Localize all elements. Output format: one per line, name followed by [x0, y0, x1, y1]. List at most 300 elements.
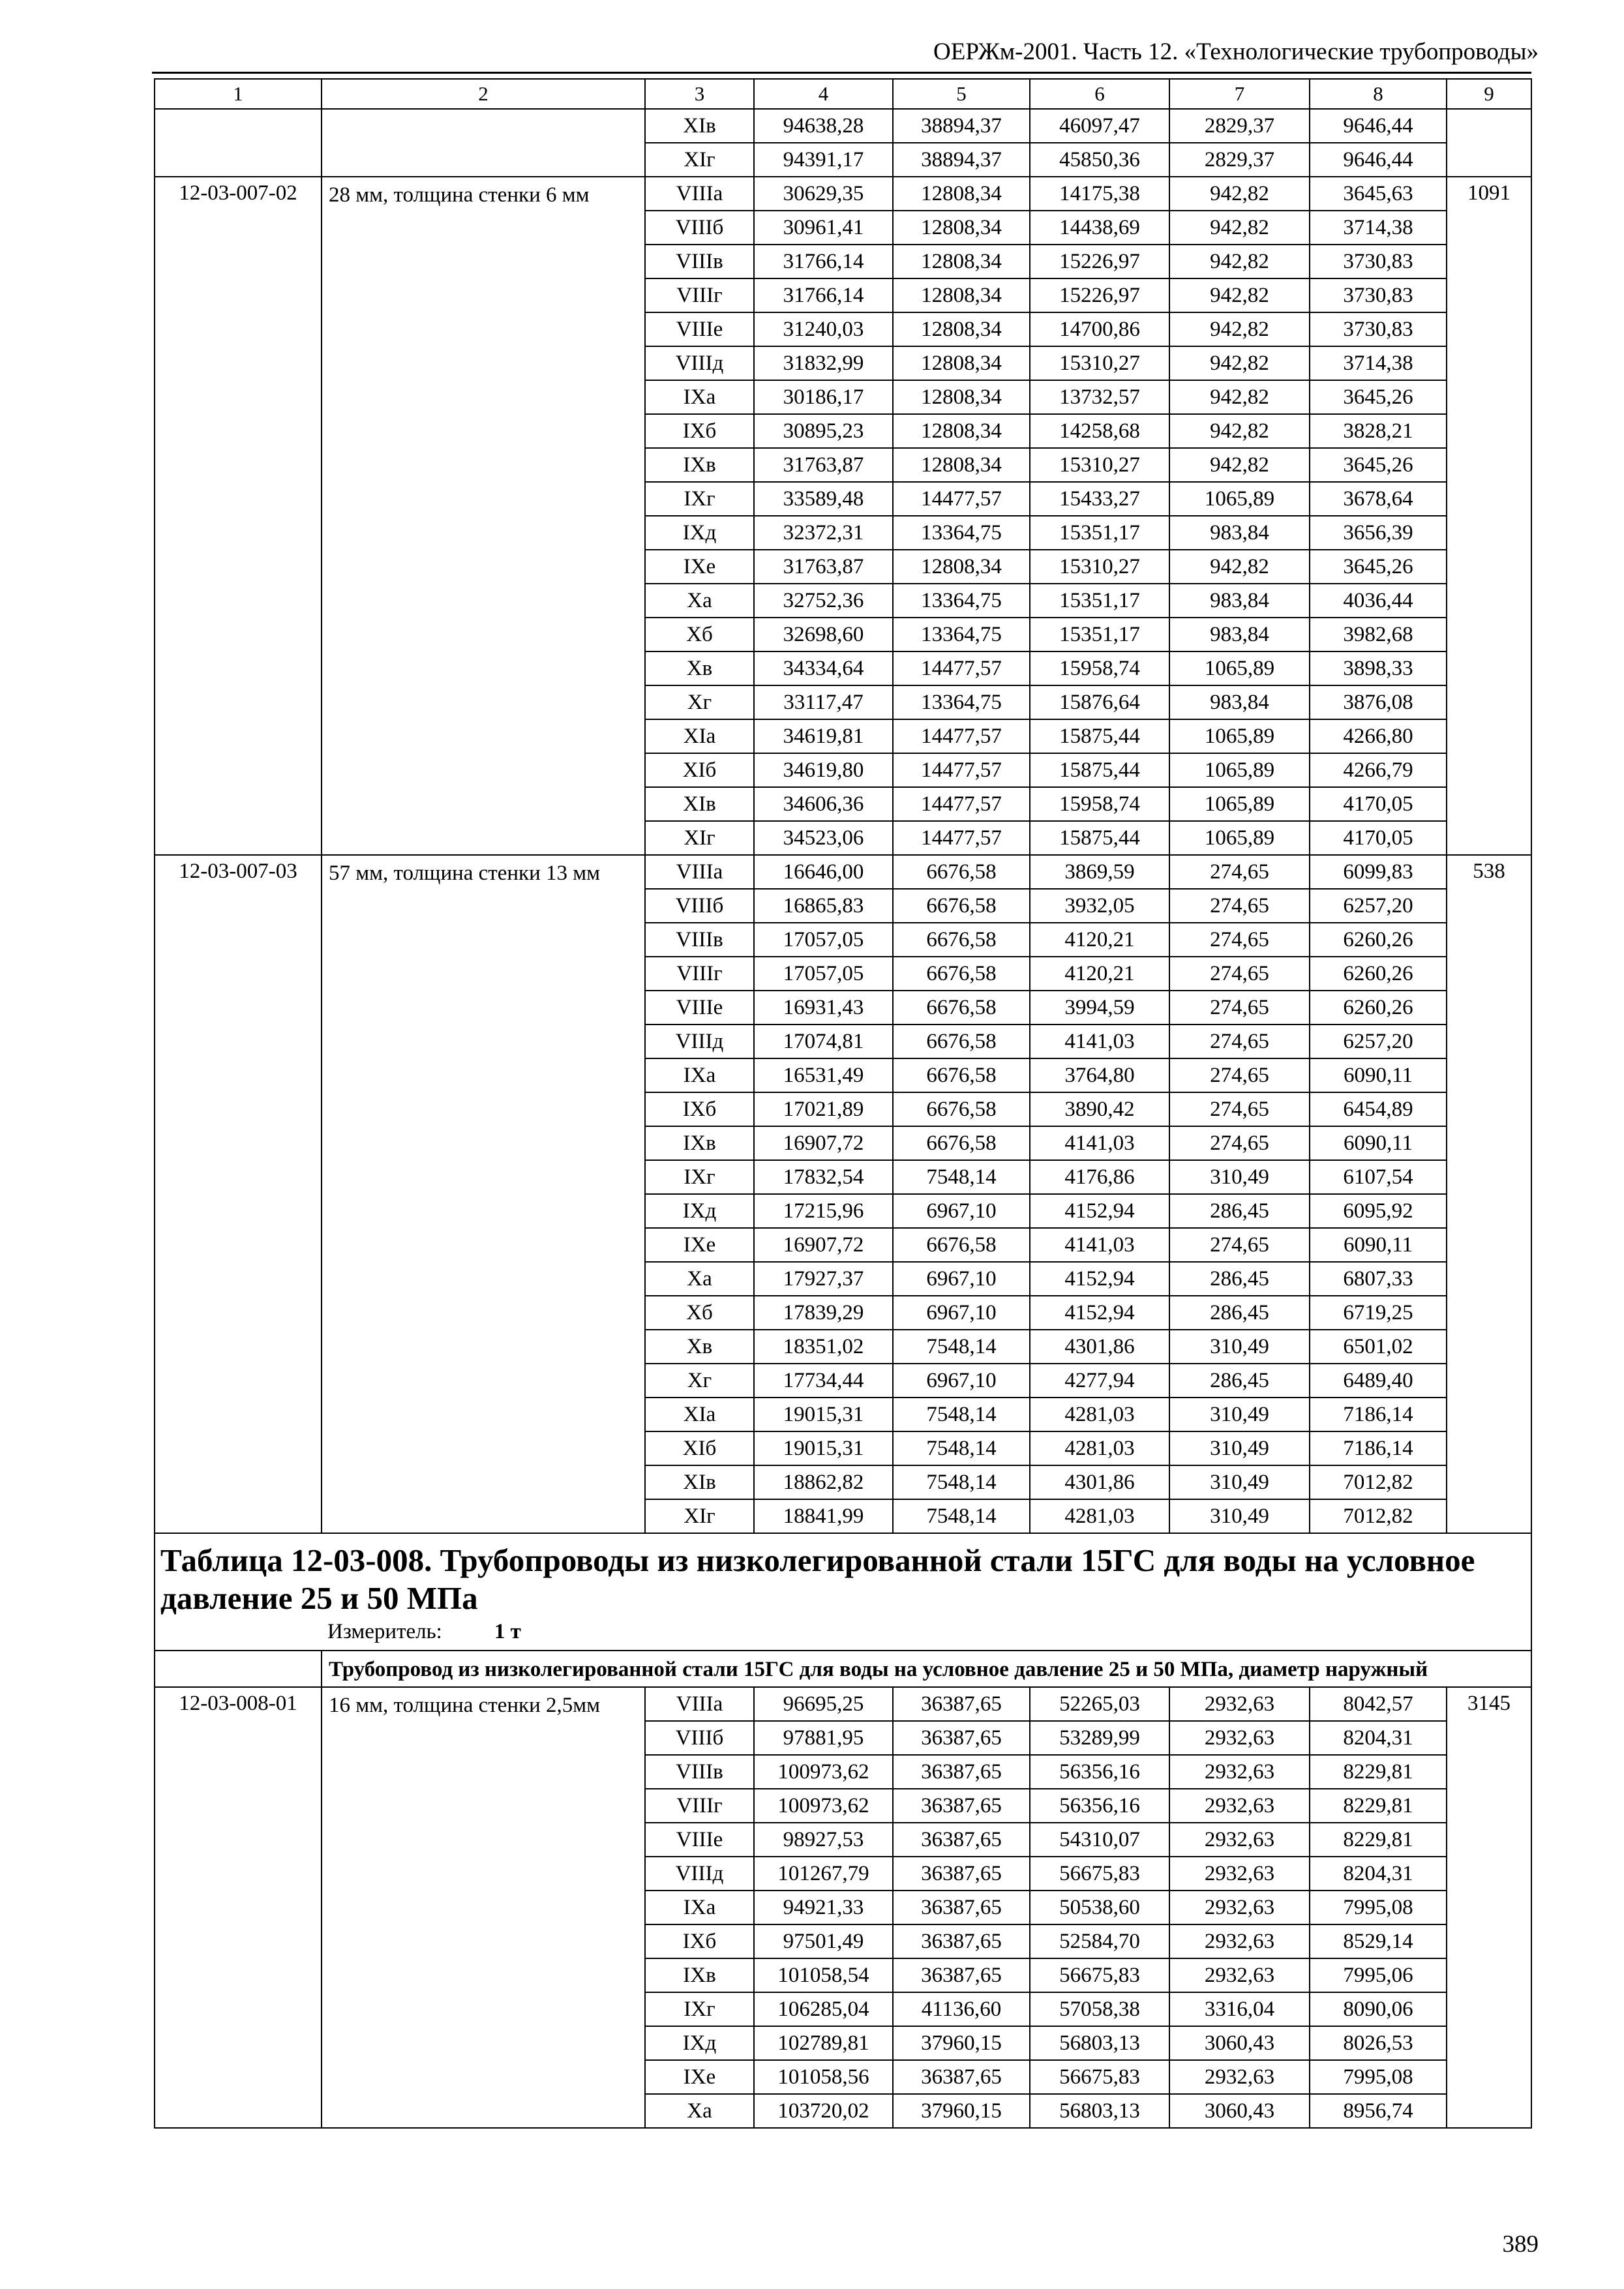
value-cell: 102789,81	[754, 2026, 893, 2060]
value-cell: 17927,37	[754, 1262, 893, 1296]
value-cell: 4152,94	[1030, 1194, 1169, 1228]
value-cell: 6454,89	[1310, 1092, 1447, 1126]
value-cell: 34523,06	[754, 821, 893, 855]
value-cell: 310,49	[1169, 1398, 1310, 1431]
value-cell: 983,84	[1169, 584, 1310, 618]
region-code-cell: IXе	[645, 2060, 754, 2094]
value-cell: 36387,65	[893, 1958, 1030, 1992]
value-cell: 1065,89	[1169, 821, 1310, 855]
region-code-cell: XIв	[645, 1465, 754, 1499]
region-code-cell: VIIIе	[645, 312, 754, 346]
description-cell	[322, 109, 645, 177]
value-cell: 12808,34	[893, 380, 1030, 414]
value-cell: 3714,38	[1310, 346, 1447, 380]
value-cell: 34619,80	[754, 753, 893, 787]
count-cell: 1091	[1447, 177, 1531, 855]
value-cell: 31240,03	[754, 312, 893, 346]
value-cell: 3645,26	[1310, 448, 1447, 482]
value-cell: 3982,68	[1310, 618, 1447, 651]
column-number: 8	[1310, 79, 1447, 109]
value-cell: 6967,10	[893, 1194, 1030, 1228]
value-cell: 14477,57	[893, 787, 1030, 821]
value-cell: 942,82	[1169, 414, 1310, 448]
value-cell: 3645,63	[1310, 177, 1447, 211]
value-cell: 274,65	[1169, 1126, 1310, 1160]
value-cell: 100973,62	[754, 1789, 893, 1823]
table-row	[155, 855, 1531, 889]
value-cell: 6260,26	[1310, 991, 1447, 1025]
value-cell: 2932,63	[1169, 1823, 1310, 1857]
value-cell: 3730,83	[1310, 312, 1447, 346]
region-code-cell: Xа	[645, 2094, 754, 2128]
region-code-cell: VIIIа	[645, 177, 754, 211]
value-cell: 53289,99	[1030, 1721, 1169, 1755]
value-cell: 36387,65	[893, 1924, 1030, 1958]
value-cell: 94921,33	[754, 1891, 893, 1924]
description-cell: 57 мм, толщина стенки 13 мм	[322, 855, 645, 1533]
value-cell: 14700,86	[1030, 312, 1169, 346]
value-cell: 4281,03	[1030, 1499, 1169, 1533]
value-cell: 9646,44	[1310, 109, 1447, 143]
value-cell: 36387,65	[893, 1857, 1030, 1891]
value-cell: 34334,64	[754, 651, 893, 685]
region-code-cell: XIа	[645, 719, 754, 753]
table-row	[155, 109, 1531, 143]
value-cell: 12808,34	[893, 211, 1030, 245]
value-cell: 4301,86	[1030, 1330, 1169, 1364]
unit-line	[160, 1617, 1524, 1650]
value-cell: 8204,31	[1310, 1857, 1447, 1891]
value-cell: 38894,37	[893, 109, 1030, 143]
value-cell: 30895,23	[754, 414, 893, 448]
value-cell: 36387,65	[893, 1687, 1030, 1721]
value-cell: 942,82	[1169, 211, 1310, 245]
group-heading-row	[155, 1651, 1531, 1687]
value-cell: 56356,16	[1030, 1755, 1169, 1789]
value-cell: 33117,47	[754, 685, 893, 719]
value-cell: 36387,65	[893, 1721, 1030, 1755]
region-code-cell: VIIIг	[645, 1789, 754, 1823]
region-code-cell: Xв	[645, 651, 754, 685]
value-cell: 14438,69	[1030, 211, 1169, 245]
value-cell: 18351,02	[754, 1330, 893, 1364]
region-code-cell: VIIIб	[645, 211, 754, 245]
value-cell: 6676,58	[893, 957, 1030, 991]
value-cell: 6260,26	[1310, 923, 1447, 957]
value-cell: 16931,43	[754, 991, 893, 1025]
unit-value: 1 т	[494, 1620, 521, 1643]
value-cell: 983,84	[1169, 516, 1310, 550]
value-cell: 13732,57	[1030, 380, 1169, 414]
value-cell: 1065,89	[1169, 482, 1310, 516]
description-cell: 28 мм, толщина стенки 6 мм	[322, 177, 645, 855]
value-cell: 3060,43	[1169, 2026, 1310, 2060]
value-cell: 7186,14	[1310, 1431, 1447, 1465]
value-cell: 8229,81	[1310, 1789, 1447, 1823]
region-code-cell: VIIIб	[645, 889, 754, 923]
region-code-cell: XIв	[645, 109, 754, 143]
value-cell: 14477,57	[893, 753, 1030, 787]
value-cell: 6090,11	[1310, 1228, 1447, 1262]
value-cell: 6257,20	[1310, 1025, 1447, 1058]
value-cell: 983,84	[1169, 618, 1310, 651]
value-cell: 56356,16	[1030, 1789, 1169, 1823]
unit-label: Измеритель:	[327, 1620, 442, 1643]
value-cell: 274,65	[1169, 855, 1310, 889]
value-cell: 6676,58	[893, 991, 1030, 1025]
region-code-cell: IXв	[645, 1126, 754, 1160]
value-cell: 3869,59	[1030, 855, 1169, 889]
value-cell: 274,65	[1169, 957, 1310, 991]
value-cell: 54310,07	[1030, 1823, 1169, 1857]
value-cell: 56675,83	[1030, 2060, 1169, 2094]
value-cell: 17021,89	[754, 1092, 893, 1126]
value-cell: 101267,79	[754, 1857, 893, 1891]
region-code-cell: Xа	[645, 1262, 754, 1296]
value-cell: 6676,58	[893, 1092, 1030, 1126]
value-cell: 98927,53	[754, 1823, 893, 1857]
value-cell: 6676,58	[893, 1058, 1030, 1092]
value-cell: 3730,83	[1310, 245, 1447, 278]
value-cell: 2932,63	[1169, 1958, 1310, 1992]
region-code-cell: Xг	[645, 685, 754, 719]
region-code-cell: XIв	[645, 787, 754, 821]
value-cell: 274,65	[1169, 889, 1310, 923]
region-code-cell: XIа	[645, 1398, 754, 1431]
value-cell: 310,49	[1169, 1465, 1310, 1499]
region-code-cell: IXб	[645, 1092, 754, 1126]
value-cell: 2932,63	[1169, 1924, 1310, 1958]
value-cell: 45850,36	[1030, 143, 1169, 177]
value-cell: 34619,81	[754, 719, 893, 753]
value-cell: 3890,42	[1030, 1092, 1169, 1126]
value-cell: 13364,75	[893, 516, 1030, 550]
value-cell: 3932,05	[1030, 889, 1169, 923]
value-cell: 6489,40	[1310, 1364, 1447, 1398]
value-cell: 6095,92	[1310, 1194, 1447, 1228]
column-number: 3	[645, 79, 754, 109]
header-rule	[152, 72, 1531, 74]
value-cell: 8956,74	[1310, 2094, 1447, 2128]
value-cell: 7995,06	[1310, 1958, 1447, 1992]
value-cell: 31766,14	[754, 278, 893, 312]
value-cell: 13364,75	[893, 618, 1030, 651]
value-cell: 6967,10	[893, 1296, 1030, 1330]
value-cell: 6676,58	[893, 1126, 1030, 1160]
value-cell: 8229,81	[1310, 1823, 1447, 1857]
value-cell: 274,65	[1169, 1058, 1310, 1092]
value-cell: 17057,05	[754, 923, 893, 957]
value-cell: 3645,26	[1310, 550, 1447, 584]
value-cell: 2932,63	[1169, 1857, 1310, 1891]
value-cell: 94391,17	[754, 143, 893, 177]
value-cell: 9646,44	[1310, 143, 1447, 177]
value-cell: 310,49	[1169, 1160, 1310, 1194]
value-cell: 942,82	[1169, 278, 1310, 312]
value-cell: 8042,57	[1310, 1687, 1447, 1721]
value-cell: 8529,14	[1310, 1924, 1447, 1958]
description-cell: 16 мм, толщина стенки 2,5мм	[322, 1687, 645, 2128]
value-cell: 17074,81	[754, 1025, 893, 1058]
value-cell: 17839,29	[754, 1296, 893, 1330]
value-cell: 3898,33	[1310, 651, 1447, 685]
value-cell: 4277,94	[1030, 1364, 1169, 1398]
value-cell: 7548,14	[893, 1465, 1030, 1499]
value-cell: 942,82	[1169, 312, 1310, 346]
region-code-cell: Xа	[645, 584, 754, 618]
value-cell: 14477,57	[893, 651, 1030, 685]
value-cell: 36387,65	[893, 1789, 1030, 1823]
value-cell: 286,45	[1169, 1364, 1310, 1398]
value-cell: 13364,75	[893, 685, 1030, 719]
value-cell: 97501,49	[754, 1924, 893, 1958]
value-cell: 101058,54	[754, 1958, 893, 1992]
value-cell: 16907,72	[754, 1228, 893, 1262]
value-cell: 6257,20	[1310, 889, 1447, 923]
region-code-cell: IXа	[645, 380, 754, 414]
value-cell: 3764,80	[1030, 1058, 1169, 1092]
region-code-cell: VIIIд	[645, 1857, 754, 1891]
value-cell: 286,45	[1169, 1296, 1310, 1330]
count-cell	[1447, 109, 1531, 177]
value-cell: 274,65	[1169, 923, 1310, 957]
value-cell: 2932,63	[1169, 1721, 1310, 1755]
value-cell: 4152,94	[1030, 1262, 1169, 1296]
value-cell: 56803,13	[1030, 2094, 1169, 2128]
value-cell: 12808,34	[893, 346, 1030, 380]
region-code-cell: VIIIв	[645, 245, 754, 278]
region-code-cell: IXг	[645, 482, 754, 516]
value-cell: 274,65	[1169, 991, 1310, 1025]
value-cell: 94638,28	[754, 109, 893, 143]
value-cell: 32698,60	[754, 618, 893, 651]
value-cell: 8229,81	[1310, 1755, 1447, 1789]
region-code-cell: VIIIб	[645, 1721, 754, 1755]
value-cell: 6676,58	[893, 923, 1030, 957]
value-cell: 56675,83	[1030, 1958, 1169, 1992]
value-cell: 3656,39	[1310, 516, 1447, 550]
value-cell: 12808,34	[893, 245, 1030, 278]
value-cell: 15958,74	[1030, 651, 1169, 685]
value-cell: 274,65	[1169, 1025, 1310, 1058]
value-cell: 15310,27	[1030, 346, 1169, 380]
value-cell: 6107,54	[1310, 1160, 1447, 1194]
value-cell: 2829,37	[1169, 143, 1310, 177]
value-cell: 101058,56	[754, 2060, 893, 2094]
value-cell: 38894,37	[893, 143, 1030, 177]
table-title-cell	[155, 1533, 1531, 1651]
value-cell: 56803,13	[1030, 2026, 1169, 2060]
value-cell: 15433,27	[1030, 482, 1169, 516]
column-number: 7	[1169, 79, 1310, 109]
region-code-cell: IXб	[645, 1924, 754, 1958]
region-code-cell: VIIIа	[645, 855, 754, 889]
value-cell: 31832,99	[754, 346, 893, 380]
value-cell: 4176,86	[1030, 1160, 1169, 1194]
value-cell: 2932,63	[1169, 1687, 1310, 1721]
value-cell: 37960,15	[893, 2094, 1030, 2128]
value-cell: 1065,89	[1169, 651, 1310, 685]
value-cell: 31766,14	[754, 245, 893, 278]
region-code-cell: XIб	[645, 753, 754, 787]
region-code-cell: IXд	[645, 1194, 754, 1228]
value-cell: 12808,34	[893, 414, 1030, 448]
value-cell: 15351,17	[1030, 618, 1169, 651]
value-cell: 15226,97	[1030, 245, 1169, 278]
value-cell: 16865,83	[754, 889, 893, 923]
value-cell: 4141,03	[1030, 1228, 1169, 1262]
value-cell: 6090,11	[1310, 1126, 1447, 1160]
value-cell: 274,65	[1169, 1228, 1310, 1262]
region-code-cell: VIIIв	[645, 923, 754, 957]
value-cell: 17215,96	[754, 1194, 893, 1228]
value-cell: 19015,31	[754, 1398, 893, 1431]
value-cell: 7548,14	[893, 1431, 1030, 1465]
value-cell: 6967,10	[893, 1262, 1030, 1296]
value-cell: 7548,14	[893, 1330, 1030, 1364]
value-cell: 14258,68	[1030, 414, 1169, 448]
value-cell: 46097,47	[1030, 109, 1169, 143]
count-cell: 3145	[1447, 1687, 1531, 2128]
column-number: 1	[155, 79, 322, 109]
value-cell: 942,82	[1169, 550, 1310, 584]
value-cell: 4281,03	[1030, 1398, 1169, 1431]
region-code-cell: XIг	[645, 821, 754, 855]
value-cell: 6676,58	[893, 855, 1030, 889]
region-code-cell: VIIIе	[645, 1823, 754, 1857]
code-cell: 12-03-008-01	[155, 1687, 322, 2128]
value-cell: 96695,25	[754, 1687, 893, 1721]
value-cell: 34606,36	[754, 787, 893, 821]
value-cell: 286,45	[1169, 1194, 1310, 1228]
region-code-cell: IXб	[645, 414, 754, 448]
value-cell: 4266,79	[1310, 753, 1447, 787]
value-cell: 4266,80	[1310, 719, 1447, 753]
value-cell: 15310,27	[1030, 448, 1169, 482]
column-number: 9	[1447, 79, 1531, 109]
value-cell: 12808,34	[893, 550, 1030, 584]
region-code-cell: IXе	[645, 1228, 754, 1262]
value-cell: 4120,21	[1030, 957, 1169, 991]
value-cell: 36387,65	[893, 1891, 1030, 1924]
value-cell: 6501,02	[1310, 1330, 1447, 1364]
value-cell: 7186,14	[1310, 1398, 1447, 1431]
region-code-cell: VIIIа	[645, 1687, 754, 1721]
value-cell: 18841,99	[754, 1499, 893, 1533]
column-number: 4	[754, 79, 893, 109]
value-cell: 103720,02	[754, 2094, 893, 2128]
rates-table	[154, 78, 1532, 2129]
region-code-cell: VIIIе	[645, 991, 754, 1025]
value-cell: 4170,05	[1310, 787, 1447, 821]
value-cell: 6967,10	[893, 1364, 1030, 1398]
value-cell: 17057,05	[754, 957, 893, 991]
value-cell: 7012,82	[1310, 1499, 1447, 1533]
value-cell: 7995,08	[1310, 2060, 1447, 2094]
region-code-cell: VIIIг	[645, 278, 754, 312]
value-cell: 12808,34	[893, 448, 1030, 482]
region-code-cell: IXд	[645, 516, 754, 550]
value-cell: 4281,03	[1030, 1431, 1169, 1465]
table-title: Таблица 12-03-008. Трубопроводы из низколегированной стали 15ГС для воды на условное давление 25 и 50 МПа	[160, 1542, 1475, 1616]
value-cell: 3876,08	[1310, 685, 1447, 719]
value-cell: 16907,72	[754, 1126, 893, 1160]
running-header: ОЕРЖм-2001. Часть 12. «Технологические трубопроводы»	[933, 38, 1539, 65]
value-cell: 12808,34	[893, 312, 1030, 346]
value-cell: 4170,05	[1310, 821, 1447, 855]
value-cell: 3678,64	[1310, 482, 1447, 516]
value-cell: 6676,58	[893, 1025, 1030, 1058]
value-cell: 4036,44	[1310, 584, 1447, 618]
value-cell: 6099,83	[1310, 855, 1447, 889]
value-cell: 4141,03	[1030, 1025, 1169, 1058]
value-cell: 7548,14	[893, 1160, 1030, 1194]
value-cell: 14477,57	[893, 482, 1030, 516]
value-cell: 36387,65	[893, 1755, 1030, 1789]
value-cell: 7548,14	[893, 1499, 1030, 1533]
value-cell: 50538,60	[1030, 1891, 1169, 1924]
value-cell: 56675,83	[1030, 1857, 1169, 1891]
value-cell: 942,82	[1169, 380, 1310, 414]
region-code-cell: Xг	[645, 1364, 754, 1398]
value-cell: 6719,25	[1310, 1296, 1447, 1330]
region-code-cell: XIг	[645, 1499, 754, 1533]
value-cell: 2932,63	[1169, 1755, 1310, 1789]
region-code-cell: XIб	[645, 1431, 754, 1465]
region-code-cell: IXв	[645, 448, 754, 482]
value-cell: 31763,87	[754, 448, 893, 482]
value-cell: 8204,31	[1310, 1721, 1447, 1755]
value-cell: 14175,38	[1030, 177, 1169, 211]
value-cell: 4141,03	[1030, 1126, 1169, 1160]
region-code-cell: IXг	[645, 1160, 754, 1194]
column-number: 6	[1030, 79, 1169, 109]
value-cell: 15875,44	[1030, 753, 1169, 787]
value-cell: 983,84	[1169, 685, 1310, 719]
value-cell: 13364,75	[893, 584, 1030, 618]
value-cell: 31763,87	[754, 550, 893, 584]
group-empty-cell	[155, 1651, 322, 1687]
value-cell: 286,45	[1169, 1262, 1310, 1296]
value-cell: 3714,38	[1310, 211, 1447, 245]
value-cell: 16531,49	[754, 1058, 893, 1092]
column-number: 2	[322, 79, 645, 109]
region-code-cell: IXв	[645, 1958, 754, 1992]
value-cell: 36387,65	[893, 2060, 1030, 2094]
value-cell: 36387,65	[893, 1823, 1030, 1857]
value-cell: 30961,41	[754, 211, 893, 245]
value-cell: 3316,04	[1169, 1992, 1310, 2026]
value-cell: 7548,14	[893, 1398, 1030, 1431]
value-cell: 15351,17	[1030, 516, 1169, 550]
code-cell	[155, 109, 322, 177]
value-cell: 15310,27	[1030, 550, 1169, 584]
value-cell: 6090,11	[1310, 1058, 1447, 1092]
region-code-cell: Xб	[645, 1296, 754, 1330]
value-cell: 15875,44	[1030, 719, 1169, 753]
value-cell: 310,49	[1169, 1499, 1310, 1533]
value-cell: 15351,17	[1030, 584, 1169, 618]
value-cell: 6676,58	[893, 1228, 1030, 1262]
value-cell: 6260,26	[1310, 957, 1447, 991]
value-cell: 3645,26	[1310, 380, 1447, 414]
region-code-cell: IXе	[645, 550, 754, 584]
value-cell: 942,82	[1169, 346, 1310, 380]
value-cell: 8090,06	[1310, 1992, 1447, 2026]
value-cell: 106285,04	[754, 1992, 893, 2026]
region-code-cell: VIIIд	[645, 1025, 754, 1058]
value-cell: 942,82	[1169, 245, 1310, 278]
